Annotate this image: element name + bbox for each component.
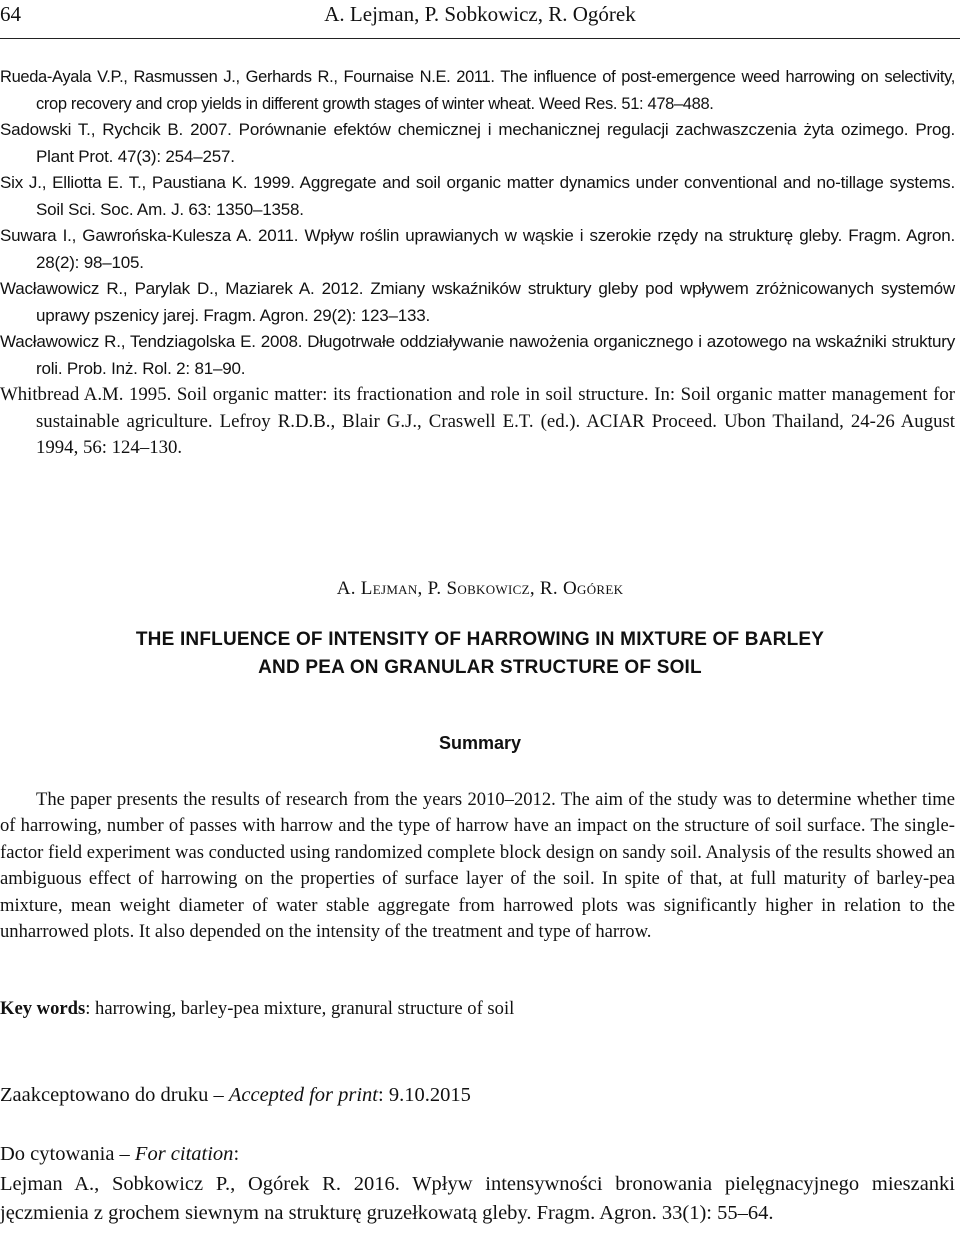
reference-list [0,64,955,462]
summary-heading: Summary [438,733,522,753]
page-header [0,0,960,39]
article-authors: A. Lejman, P. Sobkowicz, R. Ogórek [336,578,624,599]
accepted-label-en: Accepted for print [228,1084,378,1106]
reference-item: Whitbread A.M. 1995. Soil organic matter: its fractionation and role in soil structure. In: Soil organic matter management for sustainable agriculture. Lefroy R.D.B., Blair G.J., Craswell E.T. (ed.). ACIAR Proceed. Ubon Thailand, 24-26 August 1994, 56: 124–130. [0,384,955,458]
article-title [0,626,960,682]
keywords-label: Key words [0,998,86,1019]
article-title-line: AND PEA ON GRANULAR STRUCTURE OF SOIL [258,657,702,678]
summary-text: The paper presents the results of research from the years 2010–2012. The aim of the study was to determine whether time of harrowing, number of passes with harrow and the type of harrow have an impact on the structure of soil surface. The single-factor field experiment was conducted using randomized complete block design on sandy soil. Analysis of the results showed an ambiguous effect of harrowing on the properties of surface layer of the soil. In spite of that, at full maturity of barley-pea mixture, mean weight diameter of water stable aggregate from harrowed plots was significantly higher in relation to the unharrowed plots. It also depended on the intensity of the treatment and type of harrow. [0,789,955,943]
article-title-line: THE INFLUENCE OF INTENSITY OF HARROWING IN MIXTURE OF BARLEY [135,629,825,650]
accepted-for-print [0,1084,471,1107]
accepted-date: : 9.10.2015 [378,1084,471,1106]
citation-label-en: For citation [134,1143,234,1165]
page-number: 64 [0,2,21,26]
running-head: A. Lejman, P. Sobkowicz, R. Ogórek [324,2,636,26]
keywords [0,998,955,1020]
reference-item: Suwara I., Gawrońska-Kulesza A. 2011. Wpływ roślin uprawianych w wąskie i szerokie rzędy na strukturę gleby. Fragm. Agron. 28(2): 98–105. [0,226,955,272]
reference-item: Sadowski T., Rychcik B. 2007. Porównanie efektów chemicznej i mechanicznej regulacji zachwaszczenia żyta ozimego. Prog. Plant Prot. 47(3): 254–257. [0,120,955,166]
reference-item: Rueda-Ayala V.P., Rasmussen J., Gerhards R., Fournaise N.E. 2011. The influence of post-emergence weed harrowing on selectivity, crop recovery and crop yields in different growth stages of winter wheat. Weed Res. 51: 478–488. [0,68,955,113]
reference-item: Wacławowicz R., Parylak D., Maziarek A. 2012. Zmiany wskaźników struktury gleby pod wpływem zróżnicowanych systemów uprawy pszenicy jarej. Fragm. Agron. 29(2): 123–133. [0,279,955,325]
keywords-list: : harrowing, barley-pea mixture, granural structure of soil [85,998,515,1019]
citation-label [0,1143,239,1166]
citation-text: Lejman A., Sobkowicz P., Ogórek R. 2016. Wpływ intensywności bronowania pielęgnacyjnego mieszanki jęczmienia z grochem siewnym na strukturę gruzełkowatą gleby. Fragm. Agron. 33(1): 55–64. [0,1173,955,1224]
reference-item: Six J., Elliotta E. T., Paustiana K. 1999. Aggregate and soil organic matter dynamics under conventional and no-tillage systems. Soil Sci. Soc. Am. J. 63: 1350–1358. [0,173,955,219]
citation-label-pl: Do cytowania – [0,1143,135,1165]
accepted-label-pl: Zaakceptowano do druku – [0,1084,229,1106]
citation-colon: : [233,1143,240,1165]
reference-item: Wacławowicz R., Tendziagolska E. 2008. Długotrwałe oddziaływanie nawożenia organicznego i azotowego na wskaźniki struktury roli. Prob. Inż. Rol. 2: 81–90. [0,332,955,378]
